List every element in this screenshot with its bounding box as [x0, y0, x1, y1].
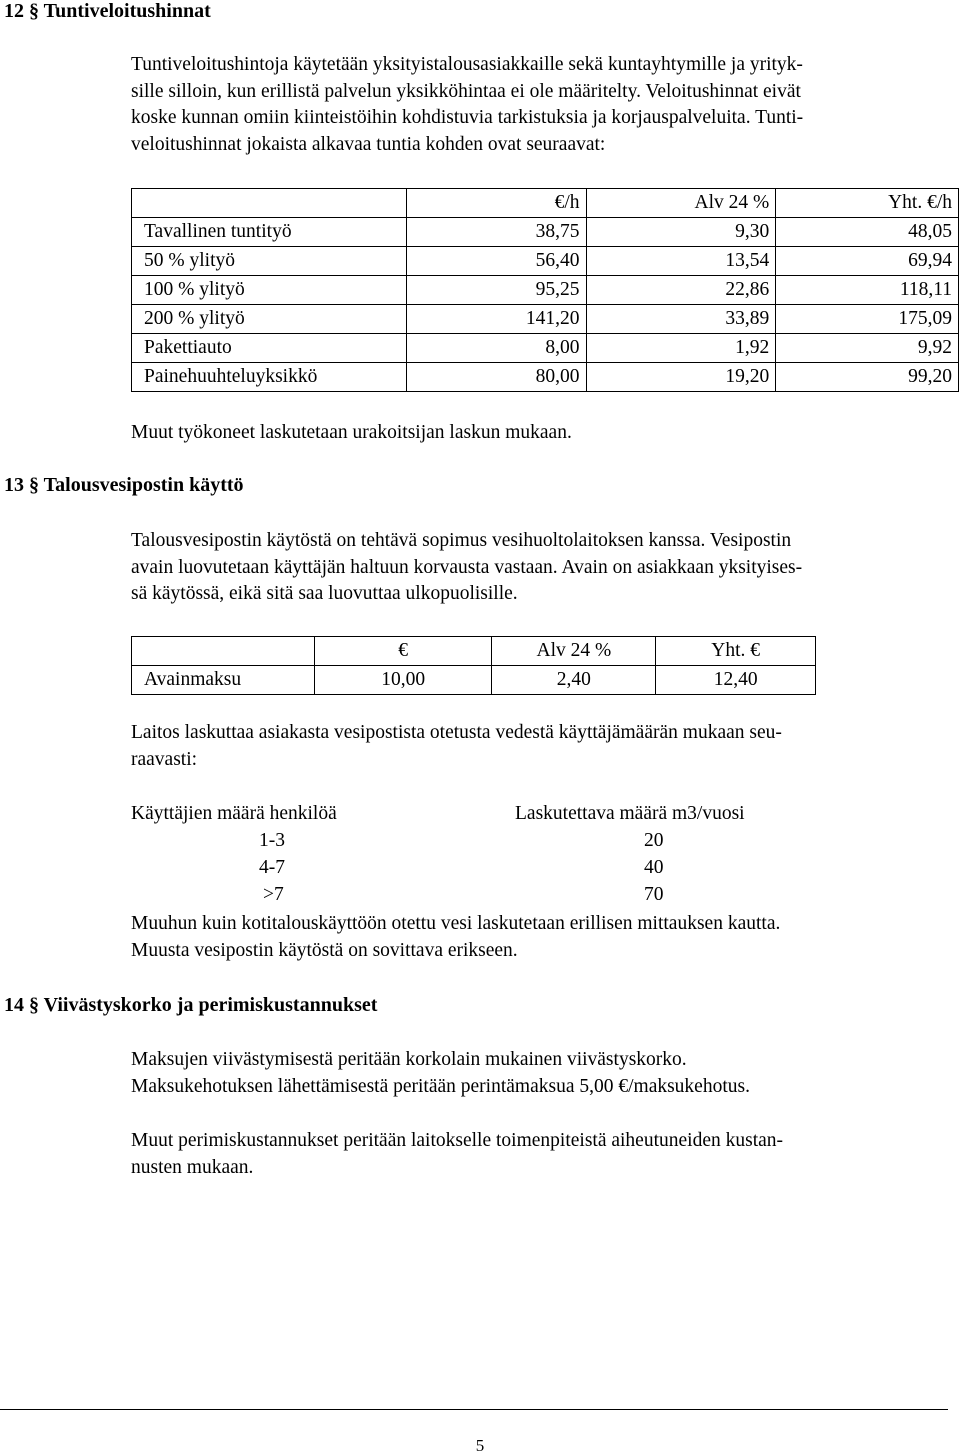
paragraph-line: Laitos laskuttaa asiakasta vesipostista otetusta vedestä käyttäjämäärän mukaan seu-: [131, 722, 782, 743]
section-14-closing-paragraph: [131, 1128, 931, 1181]
section-12-heading: 12 § Tuntiveloitushinnat: [4, 0, 211, 22]
section-12-paragraph: [131, 52, 931, 158]
key-fee-table: [131, 636, 816, 695]
table-cell: 200 % ylityö: [132, 305, 407, 334]
table-cell: 100 % ylityö: [132, 276, 407, 305]
table-cell: 1,92: [586, 334, 776, 363]
table-row: [132, 363, 959, 392]
amount-col-header: Laskutettava määrä m3/vuosi: [515, 803, 745, 824]
paragraph-line: Muut perimiskustannukset peritään laitokselle toimenpiteistä aiheutuneiden kustan-: [131, 1130, 784, 1151]
table-cell: 69,94: [776, 247, 959, 276]
table-cell: 12,40: [656, 666, 816, 695]
table-cell: Pakettiauto: [132, 334, 407, 363]
page-number: 5: [475, 1436, 485, 1455]
table-cell: 80,00: [406, 363, 586, 392]
table-row: [132, 247, 959, 276]
table-cell: 33,89: [586, 305, 776, 334]
table-cell: 19,20: [586, 363, 776, 392]
users-billing-list: [131, 800, 831, 908]
billed-amount: 70: [644, 884, 664, 905]
users-count: 4-7: [259, 857, 285, 878]
users-count: 1-3: [259, 830, 285, 851]
table-cell: 13,54: [586, 247, 776, 276]
users-count: >7: [263, 884, 284, 905]
paragraph-line: Maksujen viivästymisestä peritään korkolain mukainen viivästyskorko.: [131, 1049, 687, 1070]
billing-paragraph: [131, 720, 931, 773]
table-cell: Avainmaksu: [132, 666, 315, 695]
hourly-rates-table: [131, 188, 959, 392]
paragraph-line: koske kunnan omiin kiinteistöihin kohdistuvia tarkistuksia ja korjauspalveluita. Tunti-: [131, 107, 804, 128]
other-machines-note: Muut työkoneet laskutetaan urakoitsijan laskun mukaan.: [131, 422, 572, 443]
list-item: [131, 854, 831, 881]
section-13-heading: 13 § Talousvesipostin käyttö: [4, 474, 244, 496]
table-cell: 118,11: [776, 276, 959, 305]
table-header-row: [132, 637, 816, 666]
paragraph-line: nusten mukaan.: [131, 1156, 254, 1178]
table-cell: 175,09: [776, 305, 959, 334]
paragraph-line: Talousvesipostin käytöstä on tehtävä sopimus vesihuoltolaitoksen kanssa. Vesipostin: [131, 530, 792, 551]
users-header-row: [131, 800, 831, 827]
paragraph-line: raavasti:: [131, 748, 198, 770]
table-header-row: [132, 189, 959, 218]
list-item: [131, 827, 831, 854]
billed-amount: 20: [644, 830, 664, 851]
table-cell: 10,00: [314, 666, 492, 695]
table-header-cell: [132, 637, 315, 666]
billed-amount: 40: [644, 857, 664, 878]
table-row: [132, 218, 959, 247]
table-cell: 8,00: [406, 334, 586, 363]
table-header-cell: Yht. €/h: [776, 189, 959, 218]
table-row: [132, 305, 959, 334]
paragraph-line: Maksukehotuksen lähettämisestä peritään perintämaksua 5,00 €/maksukehotus.: [131, 1075, 750, 1097]
table-header-cell: Alv 24 %: [586, 189, 776, 218]
table-row: [132, 276, 959, 305]
table-cell: 95,25: [406, 276, 586, 305]
table-cell: 22,86: [586, 276, 776, 305]
table-header-cell: Yht. €: [656, 637, 816, 666]
table-row: [132, 334, 959, 363]
footer-divider: [0, 1409, 948, 1410]
table-row: [132, 666, 816, 695]
table-cell: 48,05: [776, 218, 959, 247]
table-cell: 50 % ylityö: [132, 247, 407, 276]
table-cell: 2,40: [492, 666, 656, 695]
paragraph-line: veloitushinnat jokaista alkavaa tuntia kohden ovat seuraavat:: [131, 133, 606, 155]
paragraph-line: Muuhun kuin kotitalouskäyttöön otettu vesi laskutetaan erillisen mittauksen kautta.: [131, 913, 781, 934]
list-item: [131, 881, 831, 908]
section-14-paragraph: [131, 1047, 931, 1100]
table-cell: 99,20: [776, 363, 959, 392]
paragraph-line: Tuntiveloitushintoja käytetään yksityistalousasiakkaille sekä kuntayhtymille ja yrityk-: [131, 54, 803, 75]
section-14-heading: 14 § Viivästyskorko ja perimiskustannukset: [4, 994, 378, 1016]
table-cell: 9,92: [776, 334, 959, 363]
table-header-cell: Alv 24 %: [492, 637, 656, 666]
paragraph-line: avain luovutetaan käyttäjän haltuun korvausta vastaan. Avain on asiakkaan yksityises-: [131, 556, 803, 578]
table-header-cell: [132, 189, 407, 218]
table-header-cell: €/h: [406, 189, 586, 218]
table-cell: 56,40: [406, 247, 586, 276]
section-13-paragraph: [131, 528, 931, 608]
after-billing-paragraph: [131, 911, 931, 964]
table-cell: 141,20: [406, 305, 586, 334]
table-cell: 38,75: [406, 218, 586, 247]
paragraph-line: Muusta vesipostin käytöstä on sovittava erikseen.: [131, 939, 518, 961]
paragraph-line: sä käytössä, eikä sitä saa luovuttaa ulkopuolisille.: [131, 583, 518, 604]
table-cell: Tavallinen tuntityö: [132, 218, 407, 247]
table-cell: Painehuuhteluyksikkö: [132, 363, 407, 392]
table-header-cell: €: [314, 637, 492, 666]
table-cell: 9,30: [586, 218, 776, 247]
paragraph-line: sille silloin, kun erillistä palvelun yksikköhintaa ei ole määritelty. Veloitushinnat eivät: [131, 80, 801, 102]
users-col-header: Käyttäjien määrä henkilöä: [131, 803, 337, 824]
